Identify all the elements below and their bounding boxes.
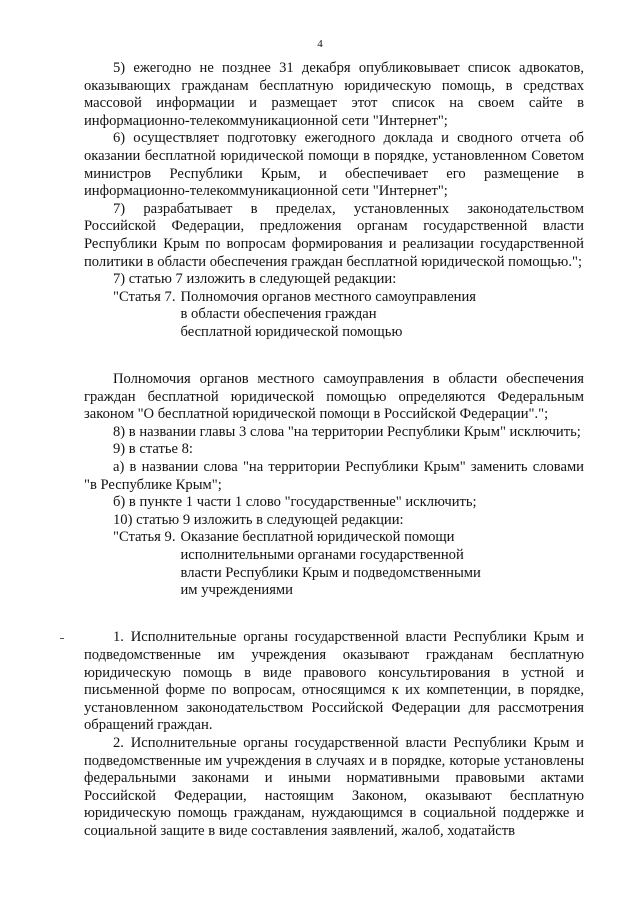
article-9-number: "Статья 9.: [113, 529, 176, 546]
article-9-title-line: власти Республики Крым и подведомственными: [180, 564, 481, 581]
spacer: [84, 342, 584, 360]
spacer: [84, 600, 584, 618]
spacer: [84, 359, 584, 371]
paragraph-item-5: 5) ежегодно не позднее 31 декабря опубликовывает список адвокатов, оказывающих гражданам бесплатную юридическую помощь, в средствах массовой информации и размещает этот список на своем сайте в информационно-телекоммуникационной сети "Интернет";: [84, 60, 584, 129]
article-7-title-line: Полномочия органов местного самоуправления: [180, 288, 477, 305]
article-7-heading: [84, 289, 584, 342]
article-7-title-line: бесплатной юридической помощью: [180, 323, 403, 340]
paragraph-amend-9a: а) в названии слова "на территории Республики Крым" заменить словами "в Республике Крым";: [84, 459, 584, 493]
article-9-title-line: Оказание бесплатной юридической помощи: [180, 529, 455, 546]
page-number: 4: [317, 38, 323, 50]
article-9-title-line: им учреждениями: [180, 582, 293, 599]
paragraph-item-6: 6) осуществляет подготовку ежегодного доклада и сводного отчета об оказании бесплатной юридической помощи в порядке, установленном Советом министров Республики Крым, и обеспечивает его размещение в информационно-телекоммуникационной сети "Интернет";: [84, 130, 584, 200]
paragraph-item-7: 7) разрабатывает в пределах, установленных законодательством Российской Федерации, предложения органам государственной власти Республики Крым по вопросам формирования и реализации государственной политики в области обеспечения граждан бесплатной юридической помощью.";: [84, 200, 584, 270]
paragraph-amend-10: 10) статью 9 изложить в следующей редакции:: [113, 511, 404, 528]
article-7-number: "Статья 7.: [113, 288, 176, 305]
article-7-title-line: в области обеспечения граждан: [180, 306, 377, 323]
article-9-heading: [84, 529, 584, 599]
document-body: [84, 60, 584, 841]
article-7-text: Полномочия органов местного самоуправления в области обеспечения граждан бесплатной юридической помощью определяются Федеральным законом "О бесплатной юридической помощи в Российской Федерации".";: [84, 371, 584, 423]
paragraph-amend-9: 9) в статье 8:: [113, 441, 193, 458]
article-9-title-line: исполнительными органами государственной: [180, 547, 464, 564]
article-7-title: [181, 289, 477, 342]
article-9-part-2: 2. Исполнительные органы государственной власти Республики Крым и подведомственные им учреждения в случаях и в порядке, которые установлены федеральными законами и иными нормативными правовыми актами Российской Федерации, настоящим Законом, оказывают бесплатную юридическую помощь гражданам, нуждающимся в социальной поддержке и социальной защите в виде составления заявлений, жалоб, ходатайств: [84, 734, 584, 839]
article-9-part-1: 1. Исполнительные органы государственной власти Республики Крым и подведомственные им учреждения оказывают гражданам бесплатную юридическую помощь в виде правового консультирования в устной и письменной форме по вопросам, относящимся к их компетенции, в порядке, установленном законодательством Российской Федерации для рассмотрения обращений граждан.: [84, 629, 584, 734]
article-9-title: [181, 529, 481, 599]
margin-mark: [60, 638, 64, 639]
paragraph-amend-7: 7) статью 7 изложить в следующей редакции:: [113, 271, 397, 288]
spacer: [84, 617, 584, 629]
paragraph-amend-9b: б) в пункте 1 части 1 слово "государственные" исключить;: [113, 494, 477, 511]
paragraph-amend-8: 8) в названии главы 3 слова "на территории Республики Крым" исключить;: [113, 423, 581, 440]
